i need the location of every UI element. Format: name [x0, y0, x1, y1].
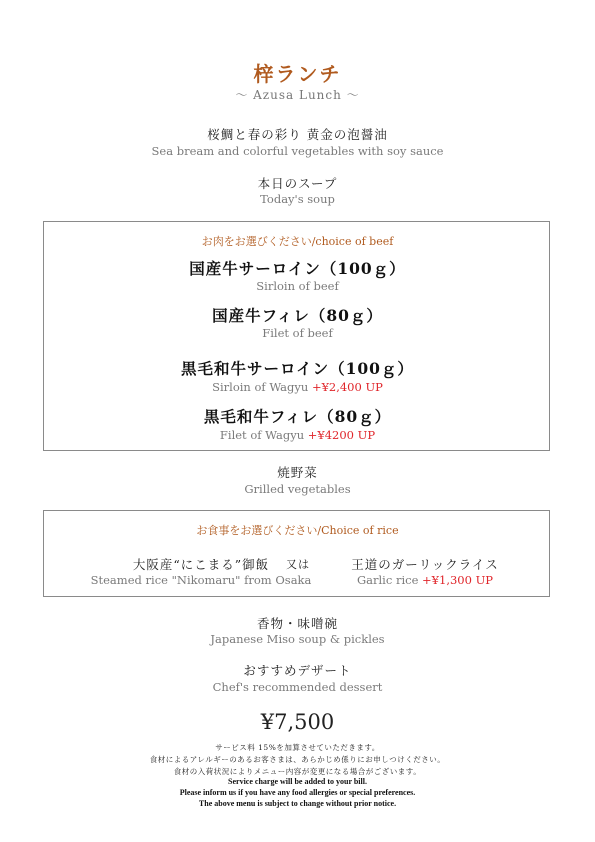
beef-choice-heading: お肉をお選びください/choice of beef	[201, 235, 394, 248]
appetizer-jp: 桜鯛と春の彩り 黄金の泡醤油	[207, 127, 388, 142]
rice-option-2-jp: 王道のガーリックライス	[351, 557, 499, 572]
rice-option-1-en: Steamed rice "Nikomaru" from Osaka	[90, 573, 312, 587]
dessert-jp: おすすめデザート	[243, 663, 352, 678]
rice-option-1-jp: 大阪産“にこまる”御飯	[132, 557, 270, 572]
note-menu-change-jp: 食材の入荷状況によりメニュー内容が変更になる場合がございます。	[173, 767, 422, 776]
beef-item-en: Sirloin of beef	[256, 279, 339, 293]
beef-item-en: Filet of beef	[262, 326, 333, 340]
soup-jp: 本日のスープ	[257, 176, 338, 191]
pickles-jp: 香物・味噌碗	[256, 616, 338, 631]
beef-item-upcharge: +¥2,400 UP	[311, 380, 383, 394]
note-menu-change-en: The above menu is subject to change without prior notice.	[198, 799, 397, 808]
pickles-en: Japanese Miso soup & pickles	[210, 632, 385, 646]
rice-choice-heading: お食事をお選びください/Choice of rice	[196, 524, 399, 537]
rice-option-2-upcharge: +¥1,300 UP	[422, 573, 494, 587]
beef-item-en-line	[0, 380, 595, 394]
note-allergy-jp: 食材によるアレルギーのあるお客さまは、あらかじめ係りにお申しつけください。	[149, 755, 446, 764]
note-allergy-en: Please inform us if you have any food allergies or special preferences.	[179, 788, 416, 797]
beef-item-name: 国産牛サーロイン（100ｇ）	[189, 259, 406, 278]
note-service-charge-jp: サービス料 15%を加算させていただきます。	[215, 743, 380, 752]
dessert-en: Chef's recommended dessert	[212, 680, 383, 694]
rice-option-2-en: Garlic rice	[356, 573, 419, 587]
beef-item-name: 黒毛和牛フィレ（80ｇ）	[203, 407, 392, 426]
rice-or-label: 又は	[286, 558, 310, 571]
course-price: ¥7,500	[260, 710, 335, 734]
menu-subtitle: ～ Azusa Lunch ～	[235, 88, 360, 102]
menu-title: 梓ランチ	[253, 62, 342, 86]
appetizer-en: Sea bream and colorful vegetables with soy sauce	[151, 144, 444, 158]
note-service-charge-en: Service charge will be added to your bill.	[228, 777, 367, 786]
beef-item-en-line	[0, 428, 595, 442]
rice-option-2-en-line	[333, 573, 517, 587]
beef-item-en: Filet of Wagyu	[219, 428, 305, 442]
beef-item-name: 国産牛フィレ（80ｇ）	[212, 306, 383, 325]
beef-item-en: Sirloin of Wagyu	[212, 380, 309, 394]
beef-item-name: 黒毛和牛サーロイン（100ｇ）	[181, 359, 414, 378]
beef-item-upcharge: +¥4200 UP	[307, 428, 376, 442]
soup-en: Today's soup	[260, 192, 335, 206]
vegetables-jp: 焼野菜	[277, 465, 318, 480]
vegetables-en: Grilled vegetables	[244, 482, 351, 496]
